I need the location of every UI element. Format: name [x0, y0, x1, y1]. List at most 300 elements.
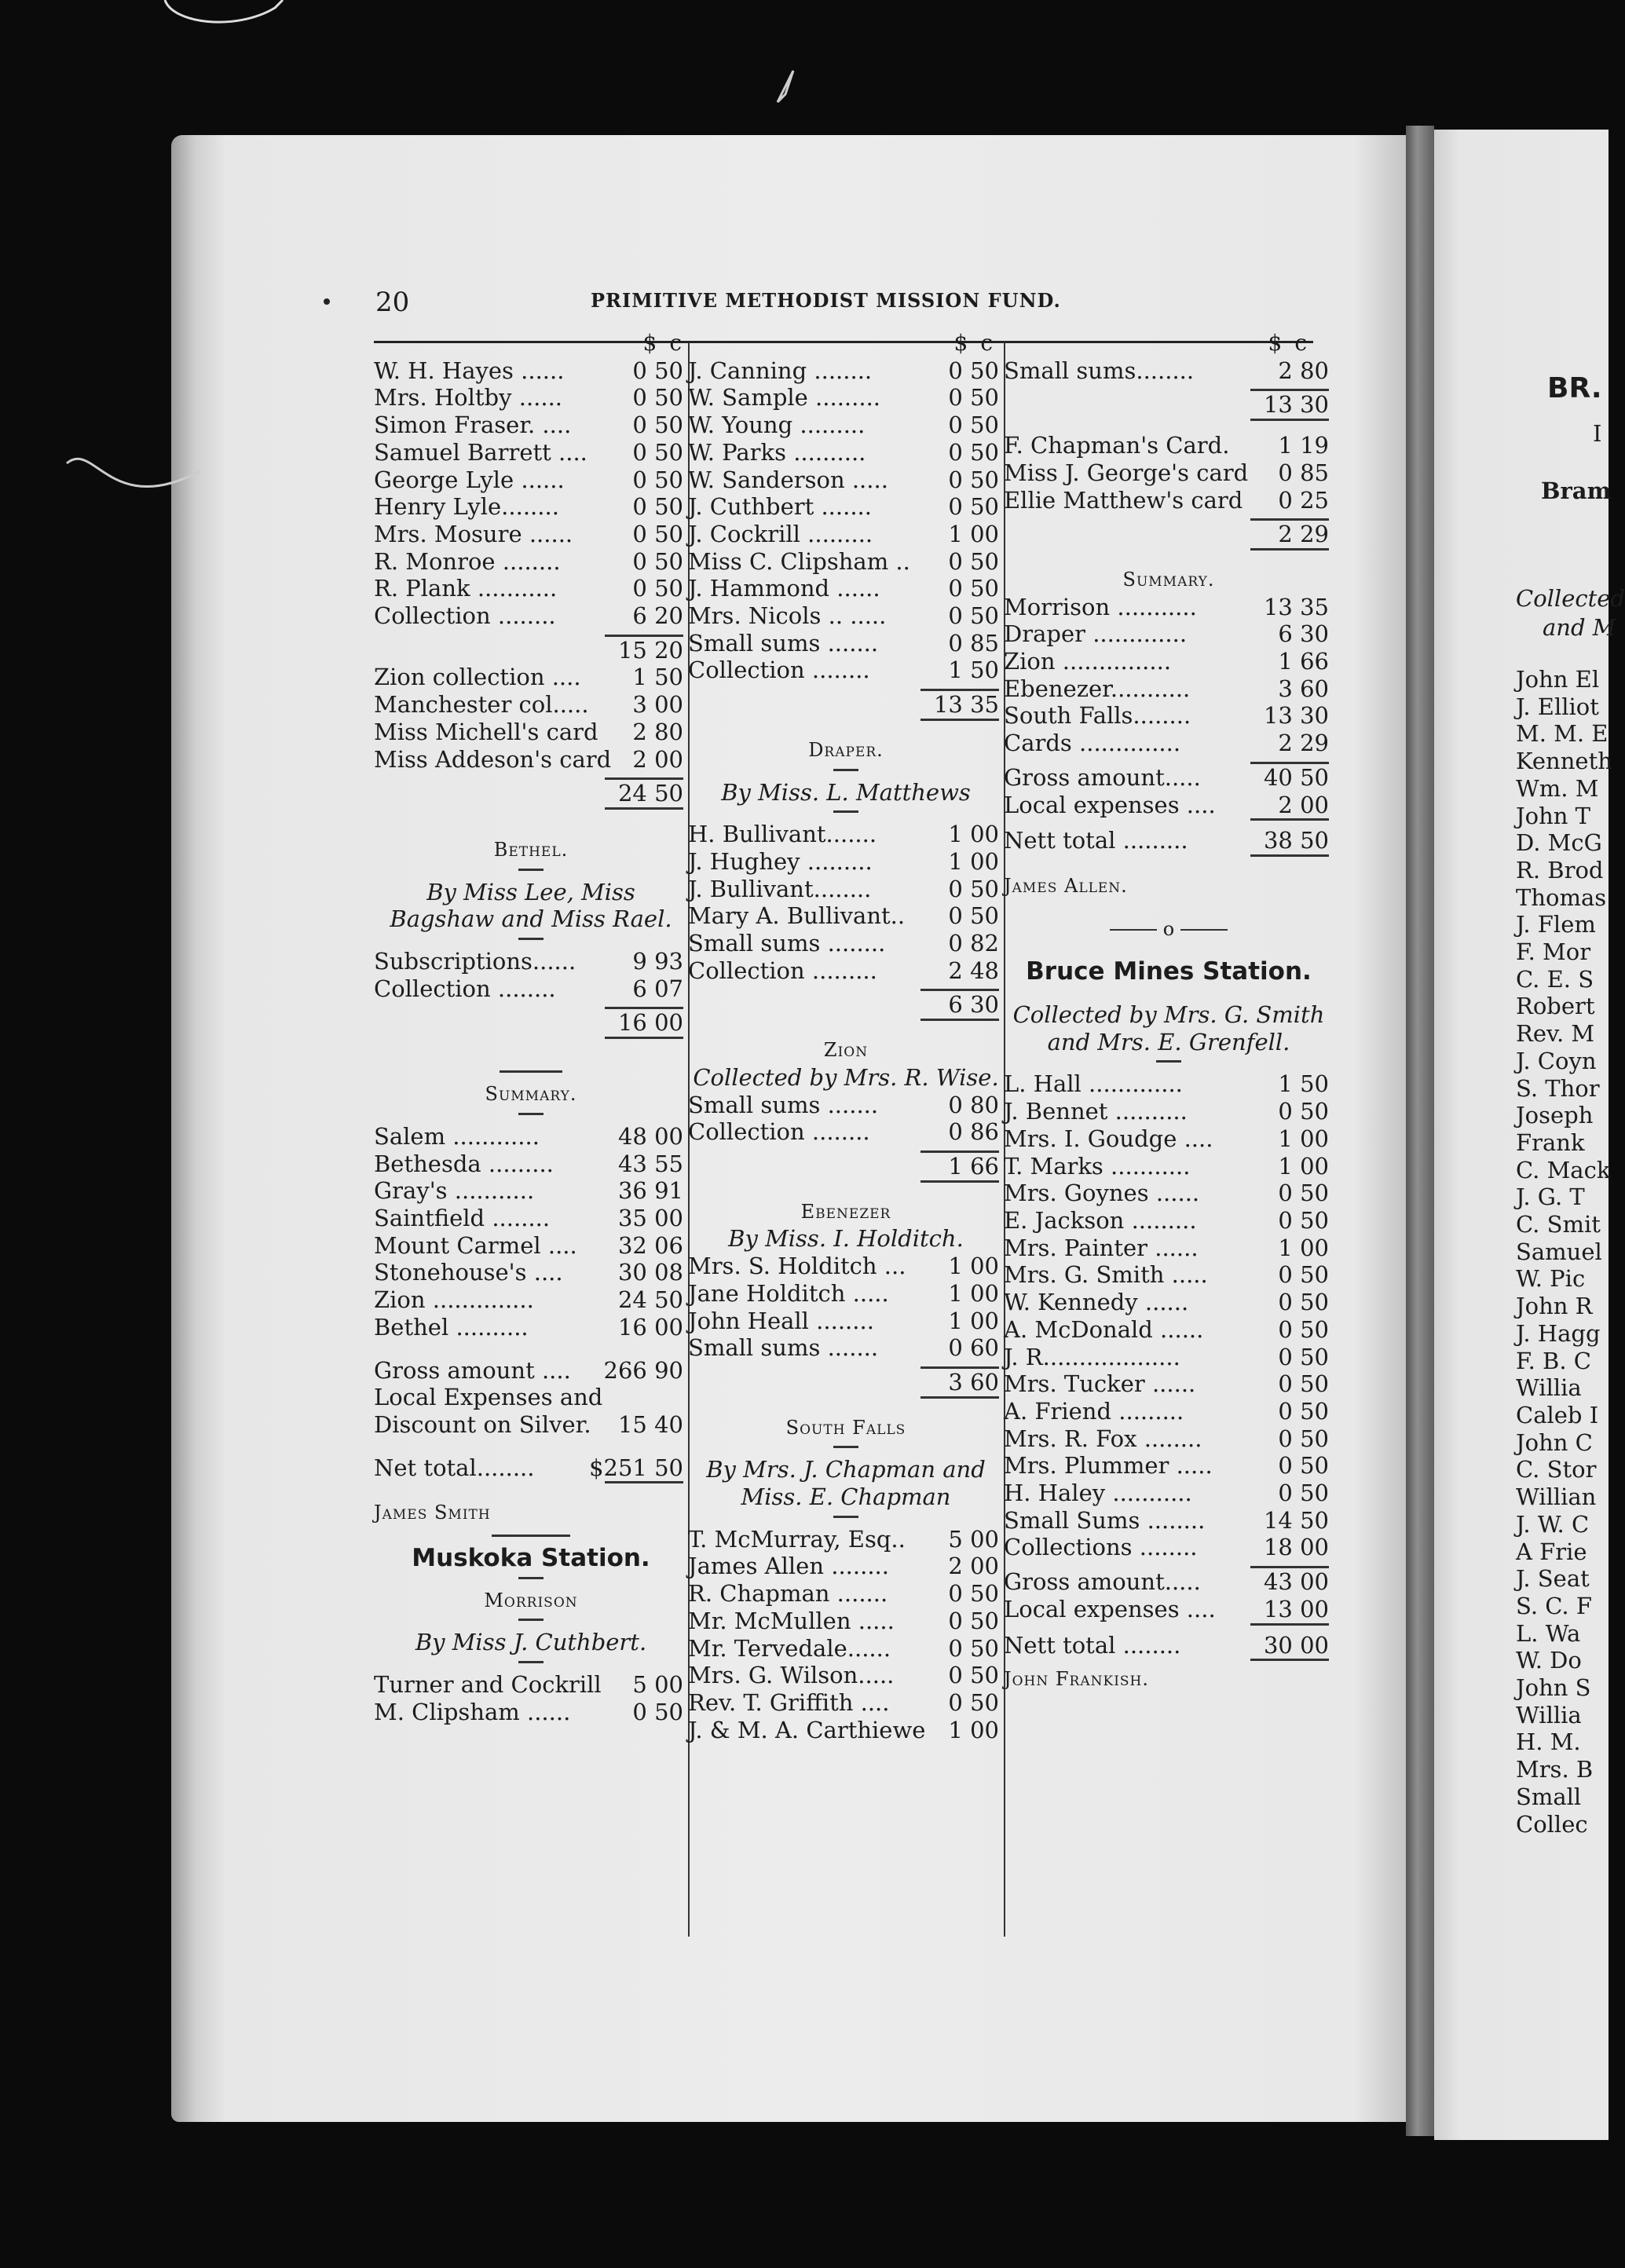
entry-amount: 5 00 [632, 1671, 683, 1699]
entry-name: R. Plank ........... [374, 575, 558, 602]
entry-amount: 0 50 [948, 902, 999, 930]
entry-name: Stonehouse's .... [374, 1259, 563, 1286]
facing-page-name: C. E. S [1516, 965, 1594, 993]
entry-amount: 1 00 [1278, 1234, 1329, 1261]
entry-row [688, 384, 1004, 412]
entry-name: W. Sanderson ..... [688, 466, 888, 493]
donor-list [374, 357, 688, 630]
total-rule [1250, 818, 1329, 821]
entry-row [688, 575, 1004, 602]
entry-row [688, 1092, 1004, 1119]
entry-row [688, 548, 1004, 576]
entry-row [1004, 1070, 1334, 1098]
entry-name: Simon Fraser. .... [374, 412, 572, 439]
entry-name: James Allen ........ [688, 1553, 889, 1580]
entry-name: A. McDonald ...... [1004, 1315, 1204, 1343]
entry-amount: 0 50 [948, 384, 999, 412]
entry-row [374, 664, 688, 691]
facing-page-subheading: Bram [1541, 477, 1612, 504]
entry-amount: 0 50 [948, 1662, 999, 1689]
entry-name: Small sums ....... [688, 1091, 879, 1118]
entry-name: T. Marks ........... [1004, 1152, 1191, 1180]
entry-amount: 13 35 [1263, 593, 1329, 620]
facing-page-name: Robert [1516, 993, 1595, 1020]
entry-name: Morrison ........... [1004, 593, 1197, 620]
entry-row [374, 1177, 688, 1205]
total-row: 16 00 [617, 1009, 683, 1037]
entry-row [688, 1662, 1004, 1689]
heading-dash [833, 810, 858, 813]
entry-name: E. Jackson ......... [1004, 1206, 1197, 1234]
subtotal-rule [1250, 419, 1329, 421]
entry-amount: 0 50 [1278, 1452, 1329, 1480]
donor-list [374, 948, 688, 1002]
entry-amount: 0 50 [632, 575, 683, 602]
entry-amount: 35 00 [617, 1204, 683, 1231]
entry-amount: 0 50 [632, 520, 683, 547]
entry-name: H. Haley ........... [1004, 1480, 1192, 1507]
facing-page-name: J. W. C [1516, 1510, 1590, 1538]
entry-name: Mrs. Mosure ...... [374, 520, 573, 547]
entry-row [1004, 432, 1334, 459]
entry-name: Mrs. R. Fox ........ [1004, 1425, 1202, 1452]
entry-amount: 1 50 [632, 664, 683, 691]
entry-name: Draper ............. [1004, 620, 1188, 648]
entry-amount: 0 50 [1278, 1425, 1329, 1452]
entry-name: J. Bennet .......... [1004, 1098, 1188, 1125]
entry-amount: 3 00 [632, 691, 683, 719]
entry-row [1004, 1316, 1334, 1344]
net-total-row: Nett total ........ 30 00 [1004, 1631, 1329, 1659]
facing-page-name: H. M. [1516, 1728, 1581, 1756]
facing-page-name: W. Pic [1516, 1265, 1586, 1293]
collector-line: By Miss. I. Holditch. [728, 1225, 964, 1253]
entry-amount: 0 50 [948, 357, 999, 384]
entry-row [374, 1259, 688, 1286]
entry-name: W. Sample ......... [688, 384, 881, 412]
entry-name: Jane Holditch ..... [688, 1279, 889, 1307]
entry-name: Mount Carmel .... [374, 1231, 577, 1259]
donor-list [374, 1671, 688, 1725]
entry-amount: 0 50 [632, 357, 683, 384]
entry-name: L. Hall ............. [1004, 1070, 1183, 1098]
gross-amount-row: Gross amount..... 43 00 [1004, 1568, 1329, 1596]
column-1 [374, 330, 688, 1726]
facing-page-name: Thomas [1516, 883, 1607, 911]
entry-row [374, 493, 688, 521]
facing-page-subheading: I [1593, 420, 1602, 447]
entry-row [688, 902, 1004, 930]
section-heading-bethel: Bethel. [493, 838, 569, 861]
entry-amount: 0 50 [948, 493, 999, 521]
entry-row [688, 1526, 1004, 1553]
facing-page-name: Joseph [1516, 1102, 1594, 1129]
entry-row [1004, 648, 1334, 675]
entry-amount: 0 50 [1278, 1343, 1329, 1370]
facing-page-collector: Collected [1516, 585, 1625, 612]
entry-name: Small sums ....... [688, 629, 879, 657]
net-total-row: Net total........ $251 50 [374, 1454, 683, 1481]
entry-name: Subscriptions...... [374, 948, 576, 975]
local-expenses-row: Local expenses .... 2 00 [1004, 791, 1329, 818]
entry-name: Small Sums ........ [1004, 1506, 1206, 1534]
entry-row [1004, 1480, 1334, 1507]
entry-amount: 0 60 [948, 1334, 999, 1362]
entry-amount: 1 50 [1278, 1070, 1329, 1098]
facing-page-name: Frank [1516, 1129, 1585, 1156]
subtotal-row: 24 50 [617, 780, 683, 807]
entry-amount: 0 50 [948, 1688, 999, 1716]
facing-page-name: J. Elliot [1516, 693, 1599, 720]
entry-row [1004, 1507, 1334, 1535]
entry-row [688, 466, 1004, 494]
entry-amount: 1 00 [948, 1253, 999, 1280]
entry-name: Zion ............... [1004, 648, 1172, 675]
donor-list [688, 821, 1004, 984]
net-total-row: Nett total ......... 38 50 [1004, 827, 1329, 854]
entry-name: R. Chapman ....... [688, 1580, 888, 1608]
heading-dash [518, 1619, 543, 1621]
entry-amount: 0 50 [1278, 1315, 1329, 1343]
entry-row [1004, 1344, 1334, 1371]
entry-name: Rev. T. Griffith .... [688, 1688, 890, 1716]
entry-amount: 0 25 [1278, 486, 1329, 514]
total-rule [1250, 1623, 1329, 1626]
facing-page-name-list [1516, 666, 1612, 1838]
entry-amount: 1 00 [948, 1307, 999, 1334]
facing-page-name: J. G. T [1516, 1183, 1585, 1211]
entry-row [1004, 1235, 1334, 1262]
entry-amount: 2 29 [1278, 730, 1329, 757]
entry-amount: 0 86 [948, 1118, 999, 1146]
collector-line: By Miss Lee, Miss Bagshaw and Miss Rael. [390, 878, 672, 933]
donor-list [688, 1253, 1004, 1362]
facing-page-name: C. Stor [1516, 1456, 1597, 1483]
entry-row [1004, 1153, 1334, 1180]
entry-row [688, 1253, 1004, 1280]
entry-row [374, 1286, 688, 1314]
entry-name: H. Bullivant....... [688, 821, 877, 848]
entry-amount: 6 07 [632, 975, 683, 1002]
signature: James Smith [374, 1502, 491, 1524]
summary-list [1004, 594, 1334, 757]
entry-name: Miss Michell's card [374, 718, 598, 745]
entry-name: Zion .............. [374, 1286, 534, 1314]
entry-row [688, 930, 1004, 957]
heading-dash [518, 1113, 543, 1115]
collector-line: Collected by Mrs. R. Wise. [693, 1063, 999, 1091]
currency-header: $ c [953, 330, 993, 356]
entry-row [374, 1150, 688, 1178]
entry-amount: 24 50 [617, 1286, 683, 1314]
entry-row [688, 1118, 1004, 1146]
entry-row [688, 1635, 1004, 1663]
heading-dash [518, 938, 543, 940]
entry-row [1004, 357, 1334, 385]
entry-name: F. Chapman's Card. [1004, 432, 1230, 459]
local-expenses-row: Local expenses .... 13 00 [1004, 1595, 1329, 1622]
entry-row [1004, 1398, 1334, 1425]
entry-row [374, 691, 688, 719]
facing-page-name: F. B. C [1516, 1347, 1591, 1374]
entry-row [688, 493, 1004, 521]
entry-row [374, 1671, 688, 1699]
facing-page-name: Small [1516, 1783, 1582, 1810]
entry-row [374, 439, 688, 466]
entry-amount: 0 50 [948, 547, 999, 575]
entry-name: Saintfield ........ [374, 1204, 551, 1231]
entry-name: J. Hammond ...... [688, 575, 880, 602]
facing-page-name: S. C. F [1516, 1592, 1592, 1619]
entry-name: Mrs. G. Wilson..... [688, 1662, 895, 1689]
entry-amount: 0 50 [948, 412, 999, 439]
column-3 [1004, 330, 1334, 1693]
entry-name: W. Parks .......... [688, 438, 866, 466]
entry-name: Mr. McMullen ..... [688, 1607, 895, 1634]
entry-row [1004, 1098, 1334, 1125]
pen-scrawl-top [157, 0, 291, 47]
entry-row [688, 412, 1004, 439]
heading-dash [518, 869, 543, 871]
page-dot [324, 298, 330, 305]
entry-name: Ellie Matthew's card [1004, 486, 1243, 514]
entry-amount: 0 50 [632, 412, 683, 439]
donor-list [374, 664, 688, 773]
entry-row [688, 439, 1004, 466]
collector-line: By Mrs. J. Chapman and Miss. E. Chapman [706, 1456, 986, 1511]
entry-amount: 0 50 [632, 384, 683, 412]
facing-page-name: J. Coyn [1516, 1047, 1597, 1074]
entry-amount: 0 50 [632, 493, 683, 521]
section-heading-zion: Zion [823, 1039, 869, 1062]
entry-row [688, 630, 1004, 657]
entry-row [688, 821, 1004, 848]
total-row: 1 66 [948, 1152, 999, 1180]
collector-line: By Miss J. Cuthbert. [415, 1629, 647, 1656]
entry-row [688, 1553, 1004, 1580]
entry-row [688, 1308, 1004, 1335]
entry-row [1004, 702, 1334, 730]
entry-amount: 3 60 [1278, 675, 1329, 702]
entry-row [688, 1608, 1004, 1635]
entry-name: J. Cockrill ......... [688, 520, 873, 547]
facing-page-heading: BR. [1547, 372, 1602, 404]
donor-list [688, 357, 1004, 684]
entry-amount: 2 80 [1278, 357, 1329, 384]
entry-amount: 0 50 [632, 1698, 683, 1725]
entry-amount: 43 55 [617, 1150, 683, 1177]
entry-amount: 36 91 [617, 1177, 683, 1205]
entry-name: Mrs. I. Goudge .... [1004, 1125, 1213, 1152]
facing-page-name: C. Mack [1516, 1156, 1611, 1183]
entry-name: Cards .............. [1004, 730, 1181, 757]
entry-amount: 1 00 [948, 1279, 999, 1307]
entry-row [1004, 1452, 1334, 1480]
entry-row [1004, 1425, 1334, 1453]
entry-amount: 0 50 [948, 1580, 999, 1608]
entry-amount: 5 00 [948, 1525, 999, 1553]
entry-amount: 0 50 [632, 438, 683, 466]
entry-name: T. McMurray, Esq.. [688, 1525, 906, 1553]
entry-row [1004, 1289, 1334, 1316]
entry-row [688, 1334, 1004, 1362]
heading-dash [1156, 1060, 1181, 1063]
entry-row [374, 548, 688, 576]
facing-page-name: Willia [1516, 1374, 1582, 1402]
section-rule [492, 1535, 570, 1537]
entry-row [688, 957, 1004, 985]
facing-page-name: J. Flem [1516, 911, 1596, 938]
entry-amount: 0 50 [1278, 1289, 1329, 1316]
entry-amount: 1 00 [1278, 1125, 1329, 1152]
entry-amount: 0 50 [948, 1607, 999, 1634]
entry-row [1004, 459, 1334, 487]
entry-row [374, 466, 688, 494]
entry-row [374, 575, 688, 602]
entry-name: Mrs. Painter ...... [1004, 1234, 1199, 1261]
entry-name: Mr. Tervedale...... [688, 1634, 891, 1662]
entry-row [374, 1699, 688, 1726]
facing-page-name: Collec [1516, 1810, 1588, 1838]
entry-amount: 13 30 [1263, 702, 1329, 730]
entry-amount: 1 00 [948, 520, 999, 547]
entry-amount: 30 08 [617, 1259, 683, 1286]
section-heading-morrison: Morrison [484, 1589, 578, 1611]
entry-row [374, 1314, 688, 1341]
entry-amount: 0 50 [948, 875, 999, 902]
facing-page-name: Kenneth [1516, 748, 1612, 775]
facing-page-name: R. Brod [1516, 856, 1604, 883]
heading-dash [518, 1577, 543, 1579]
entry-name: Salem ............ [374, 1122, 540, 1150]
total-row: 6 30 [948, 991, 999, 1019]
column-2 [688, 330, 1004, 1743]
entry-name: George Lyle ...... [374, 466, 565, 493]
entry-row [374, 975, 688, 1003]
entry-amount: 0 50 [1278, 1480, 1329, 1507]
entry-row [374, 948, 688, 975]
section-heading-summary: Summary. [485, 1083, 577, 1106]
entry-name: Samuel Barrett .... [374, 438, 587, 466]
entry-name: J. Bullivant........ [688, 875, 872, 902]
entry-amount: 6 30 [1278, 620, 1329, 648]
entry-name: W. H. Hayes ...... [374, 357, 565, 384]
entry-amount: 2 00 [948, 1553, 999, 1580]
entry-row [1004, 730, 1334, 757]
section-heading-draper: Draper. [808, 738, 884, 761]
heading-dash [833, 769, 858, 771]
entry-name: Mrs. Holtby ...... [374, 384, 563, 412]
donor-list [1004, 357, 1334, 385]
entry-row [688, 657, 1004, 684]
entry-name: J. Cuthbert ....... [688, 493, 872, 521]
entry-row [374, 719, 688, 746]
entry-amount: 0 50 [948, 1634, 999, 1662]
entry-row [374, 384, 688, 412]
facing-page-name: Wm. M [1516, 774, 1599, 802]
entry-amount: 0 50 [1278, 1370, 1329, 1398]
entry-row [374, 1205, 688, 1232]
entry-row [1004, 1207, 1334, 1235]
entry-name: Miss Addeson's card [374, 745, 612, 773]
facing-page-name: D. McG [1516, 829, 1602, 857]
entry-amount: 1 50 [948, 657, 999, 684]
entry-row [1004, 1180, 1334, 1207]
pen-scrawl-left [63, 440, 204, 534]
entry-amount: 2 48 [948, 957, 999, 984]
entry-name: Bethesda ......... [374, 1150, 554, 1177]
facing-page-name: John R [1516, 1293, 1593, 1320]
entry-amount: 0 50 [1278, 1180, 1329, 1207]
entry-name: Small sums ........ [688, 930, 886, 957]
collector-line: By Miss. L. Matthews [721, 778, 971, 806]
entry-amount: 16 00 [617, 1313, 683, 1341]
section-heading-south-falls: South Falls [785, 1416, 906, 1439]
entry-amount: 32 06 [617, 1231, 683, 1259]
entry-name: Collection ........ [688, 1118, 870, 1146]
donor-list [1004, 1070, 1334, 1561]
entry-amount: 1 00 [1278, 1152, 1329, 1180]
entry-row [1004, 620, 1334, 648]
entry-name: Mrs. G. Smith ..... [1004, 1261, 1208, 1289]
book-gutter [1406, 126, 1434, 2136]
entry-amount: 1 66 [1278, 648, 1329, 675]
entry-name: Miss C. Clipsham .. [688, 547, 910, 575]
entry-row [688, 1580, 1004, 1608]
entry-name: Henry Lyle........ [374, 493, 559, 521]
entry-amount: 14 50 [1263, 1506, 1329, 1534]
facing-page-name: S. Thor [1516, 1074, 1600, 1102]
entry-name: Zion collection .... [374, 664, 581, 691]
entry-row [1004, 1370, 1334, 1398]
entry-row [374, 412, 688, 439]
entry-name: J. R................... [1004, 1343, 1180, 1370]
subtotal-row: 13 30 [1263, 391, 1329, 419]
entry-row [688, 357, 1004, 385]
entry-amount: 0 50 [632, 547, 683, 575]
entry-amount: 0 50 [948, 466, 999, 493]
facing-page-name: L. Wa [1516, 1619, 1581, 1647]
entry-row [1004, 1534, 1334, 1561]
cards-list [1004, 432, 1334, 514]
entry-name: J. Hughey ......... [688, 847, 873, 875]
entry-row [688, 1717, 1004, 1744]
entry-name: Ebenezer........... [1004, 675, 1191, 702]
section-rule [500, 1070, 562, 1073]
entry-row [374, 1123, 688, 1150]
facing-page-name: Samuel [1516, 1238, 1602, 1265]
facing-page-name: C. Smit [1516, 1211, 1601, 1238]
entry-amount: 9 93 [632, 948, 683, 975]
entry-name: Collection ........ [688, 657, 870, 684]
facing-page-name: John C [1516, 1428, 1593, 1456]
facing-page-name: J. Hagg [1516, 1319, 1601, 1347]
entry-name: Miss J. George's card [1004, 459, 1249, 486]
entry-amount: 48 00 [617, 1122, 683, 1150]
facing-page-collector: and M [1543, 614, 1616, 641]
entry-name: M. Clipsham ...... [374, 1698, 571, 1725]
facing-page-name: M. M. E [1516, 720, 1609, 748]
entry-row [374, 1232, 688, 1260]
entry-amount: 0 50 [948, 575, 999, 602]
entry-name: Gray's ........... [374, 1177, 535, 1205]
entry-row [374, 746, 688, 774]
currency-header: $ c [1268, 330, 1307, 356]
entry-row [688, 521, 1004, 548]
entry-amount: 0 85 [948, 629, 999, 657]
heading-dash [833, 1446, 858, 1448]
entry-amount: 0 50 [948, 438, 999, 466]
